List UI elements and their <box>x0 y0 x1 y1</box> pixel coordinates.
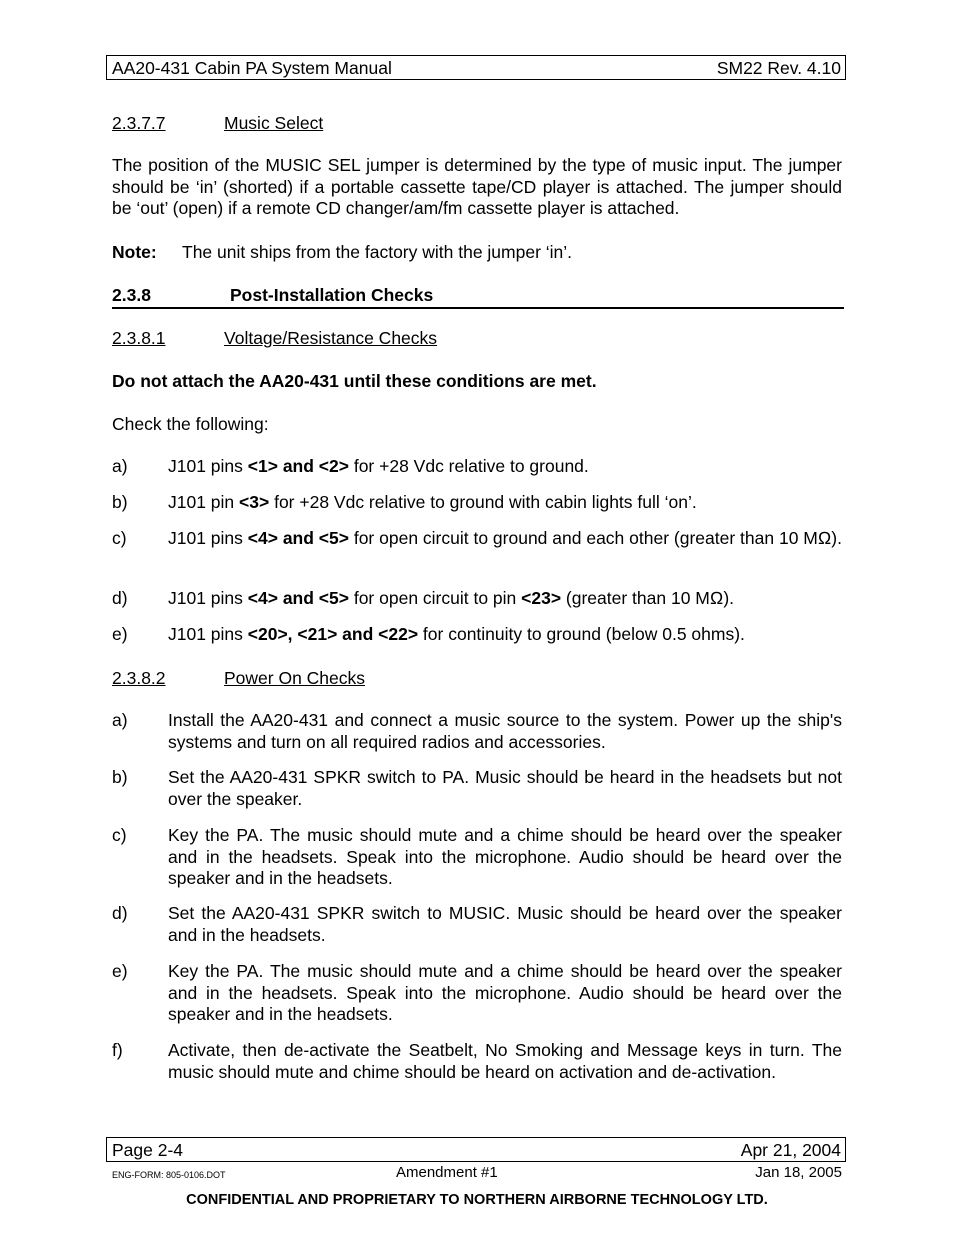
power-check-item: Install the AA20-431 and connect a music source to the system. Power up the ship's systems and turn on all required radios and accessories. <box>168 710 842 752</box>
power-check-item: Key the PA. The music should mute and a chime should be heard over the speaker and in the headsets. Speak into the microphone. Audio should be heard over the speaker and in the headsets. <box>168 825 842 888</box>
power-check-item: Activate, then de-activate the Seatbelt, No Smoking and Message keys in turn. The music should mute and chime should be heard on activation and de-activation. <box>168 1040 842 1082</box>
check-item-post: for +28 Vdc relative to ground. <box>348 456 589 476</box>
power-check-item: Set the AA20-431 SPKR switch to MUSIC. Music should be heard over the speaker and in the headsets. <box>168 903 842 945</box>
power-check-label: c) <box>112 825 127 845</box>
warning-text: Do not attach the AA20-431 until these conditions are met. <box>112 371 597 391</box>
page-header <box>106 55 846 80</box>
power-check-label: a) <box>112 710 128 730</box>
revision-date: Apr 21, 2004 <box>740 1140 841 1160</box>
check-item-post: for +28 Vdc relative to ground with cabin lights full ‘on’. <box>269 492 697 512</box>
check-item-label: d) <box>112 588 128 608</box>
check-item-pre: J101 pins <box>168 528 248 548</box>
page-number: Page 2-4 <box>112 1140 184 1160</box>
note-text: The unit ships from the factory with the jumper ‘in’. <box>182 242 573 262</box>
check-item-pre: J101 pins <box>168 624 248 644</box>
form-code: ENG-FORM: 805-0106.DOT <box>112 1170 226 1180</box>
check-item-label: a) <box>112 456 128 476</box>
check-item-label: e) <box>112 624 128 644</box>
amendment: Amendment #1 <box>396 1164 498 1181</box>
section-238-number: 2.3.8 <box>112 285 151 305</box>
power-check-label: b) <box>112 767 128 787</box>
power-check-item: Key the PA. The music should mute and a chime should be heard over the speaker and in the headsets. Speak into the microphone. Audio should be heard over the speaker and in the headsets. <box>168 961 842 1024</box>
section-2377-title: Music Select <box>224 113 324 133</box>
check-item-post-2: (greater than 10 MΩ). <box>561 588 735 608</box>
section-2381-title: Voltage/Resistance Checks <box>224 328 438 348</box>
check-item-pre: J101 pin <box>168 492 240 512</box>
check-item-pins: <1> and <2> <box>247 456 349 476</box>
section-238-title: Post-Installation Checks <box>230 285 434 305</box>
section-2382-number: 2.3.8.2 <box>112 668 166 688</box>
check-item-post: for continuity to ground (below 0.5 ohms). <box>418 624 745 644</box>
check-item <box>168 588 842 610</box>
section-divider <box>112 307 844 309</box>
power-check-item: Set the AA20-431 SPKR switch to PA. Music should be heard in the headsets but not over the speaker. <box>168 767 842 809</box>
power-check-label: d) <box>112 903 128 923</box>
check-item-pins: <3> <box>239 492 270 512</box>
power-check-label: f) <box>112 1040 123 1060</box>
power-check-label: e) <box>112 961 128 981</box>
header-revision: SM22 Rev. 4.10 <box>716 58 841 78</box>
check-item <box>168 492 842 514</box>
check-item-label: c) <box>112 528 127 548</box>
check-item-pin-23: <23> <box>521 588 562 608</box>
section-2381-number: 2.3.8.1 <box>112 328 166 348</box>
confidentiality-notice: CONFIDENTIAL AND PROPRIETARY TO NORTHERN AIRBORNE TECHNOLOGY LTD. <box>186 1192 768 1208</box>
check-item-pins: <4> and <5> <box>247 588 349 608</box>
section-2377-paragraph: The position of the MUSIC SEL jumper is determined by the type of music input. The jumper should be ‘in’ (shorted) if a portable cassette tape/CD player is attached. The jumper should be ‘out’ (open) if a remote CD changer/am/fm cassette player is attached. <box>112 155 842 218</box>
check-item-pins: <20>, <21> and <22> <box>247 624 419 644</box>
header-manual-title: AA20-431 Cabin PA System Manual <box>112 58 392 78</box>
note-label: Note: <box>112 242 157 262</box>
check-item-pre: J101 pins <box>168 588 248 608</box>
check-item-pre: J101 pins <box>168 456 248 476</box>
section-2382-title: Power On Checks <box>224 668 366 688</box>
page-footer <box>106 1137 846 1162</box>
check-item <box>168 528 842 550</box>
check-item <box>168 624 842 646</box>
check-item <box>168 456 842 478</box>
check-item-post: for open circuit to ground and each other (greater than 10 MΩ). <box>348 528 842 548</box>
check-item-pins: <4> and <5> <box>247 528 349 548</box>
section-2377-number: 2.3.7.7 <box>112 113 166 133</box>
amendment-date: Jan 18, 2005 <box>755 1164 842 1181</box>
check-intro: Check the following: <box>112 414 269 434</box>
check-item-label: b) <box>112 492 128 512</box>
check-item-post: for open circuit to pin <box>348 588 522 608</box>
